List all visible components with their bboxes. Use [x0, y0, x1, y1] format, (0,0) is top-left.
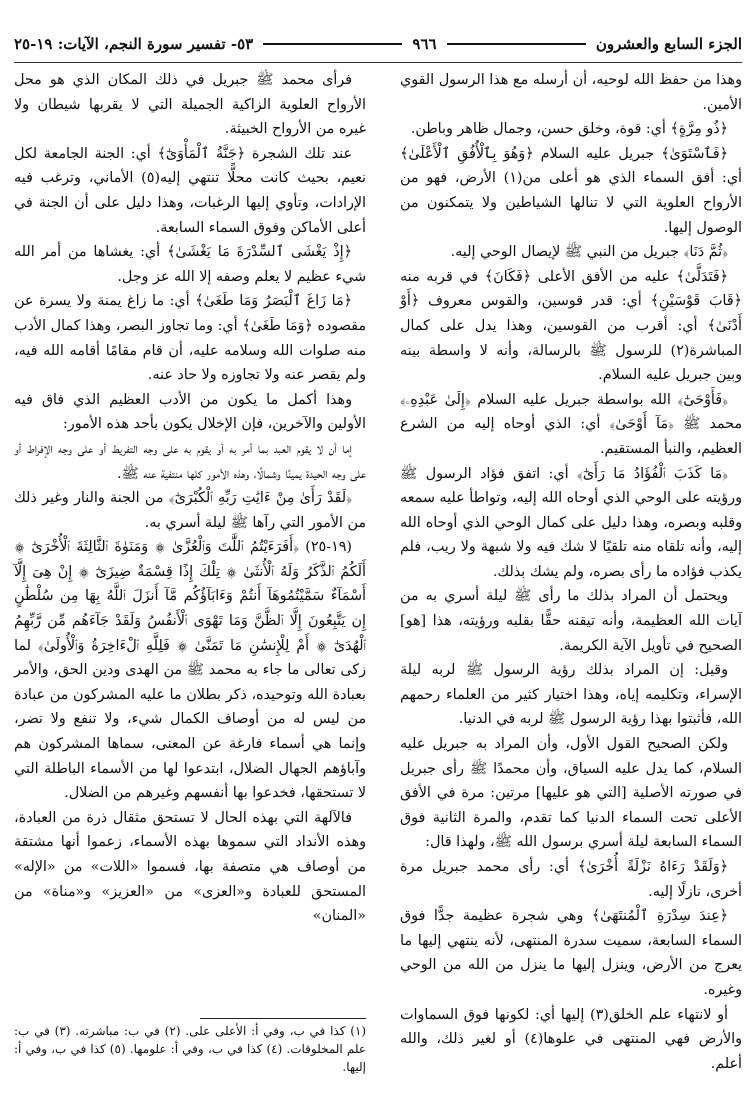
part-title: الجزء السابع والعشرون [595, 35, 742, 53]
header-rule-right [447, 43, 586, 45]
paragraph: ﴿لَقَدْ رَأَىٰ مِنْ ءَايَٰتِ رَبِّهِ ٱلْكُبْرَىٰٓ﴾ من الجنة والنار وغير ذلك من الأمور التي رآها ﷺ ليلة أسري به. [14, 490, 366, 531]
paragraph: أو لانتهاء علم الخلق(٣) إليها أي: لكونها فوق السماوات والأرض فهي المنتهى في علوها(٤) أو لغير ذلك، والله أعلم. [400, 1006, 743, 1072]
running-header [14, 30, 742, 58]
paragraph: ويحتمل أن المراد بذلك ما رأى ﷺ ليلة أسري به من آيات الله العظيمة، وأنه تيقنه حقًّا بقلبه ورؤيته، هذا [هو] الصحيح في تأويل الآية الكريمة. [400, 588, 742, 654]
paragraph: ﴿ثُمَّ دَنَا﴾ جبريل من النبي ﷺ لإيصال الوحي إليه. [450, 244, 728, 261]
paragraph: ﴿ذُو مِرَّةٍ﴾ أي: قوة، وخلق حسن، وجمال ظاهر وباطن. [410, 121, 728, 138]
paragraph: ولكن الصحيح القول الأول، وأن المراد به جبريل عليه السلام، كما يدل عليه السياق، وأن محمدًا ﷺ رأى جبريل في صورته الأصلية [التي هو عليها] مرتين: مرة في الأفق الأعلى تحت السماء الدنيا كما تقدم، والمرة الثانية فوق السماء السابعة ليلة أسري برسول الله ﷺ، ولهذا قال: [400, 736, 742, 851]
right-column [400, 68, 742, 1076]
paragraph: ﴿إِذْ يَغْشَى ٱلسِّدْرَةَ مَا يَغْشَىٰ﴾ أي: يغشاها من أمر الله شيء عظيم لا يعلم وصفه إلا الله عز وجل. [14, 244, 366, 285]
page-number: ٩٦٦ [412, 35, 437, 53]
header-divider [14, 62, 742, 63]
footnote-divider [200, 1018, 366, 1019]
footnotes: (١) كذا في ب، وفي أ: الأعلى على. (٢) في ب: مباشرته. (٣) في ب: علم المخلوقات. (٤) كذا في ب، وفي أ: علومها. (٥) كذا في ب، وفي أ: إليها. [14, 1024, 367, 1074]
paragraph: ﴿فَتَدَلَّىٰ﴾ عليه من الأفق الأعلى ﴿فَكَانَ﴾ في قربه منه ﴿قَابَ قَوْسَيْنِ﴾ أي: قدر قوسين، والقوس معروف ﴿أَوْ أَدْنَىٰ﴾ أي: أقرب من القوسين، وهذا يدل على كمال المباشرة(٢) للرسول ﷺ بالرسالة، وأنه لا واسطة بينه وبين جبريل عليه السلام. [400, 268, 742, 384]
paragraph: وهذا أكمل ما يكون من الأدب العظيم الذي فاق فيه الأولين والآخرين، فإن الإخلال يكون بأحد هذه الأمور: [14, 391, 366, 433]
paragraph: ﴿فَأَوْحَىٰٓ﴾ الله بواسطة جبريل عليه السلام ﴿إِلَىٰ عَبْدِهِۦ﴾ محمد ﷺ ﴿مَآ أَوْحَىٰ﴾ أي: الذي أوحاه إليه من الشرع العظيم، والنبأ المستقيم. [400, 391, 742, 457]
header-rule-left [263, 43, 402, 45]
paragraph: فرأى محمد ﷺ جبريل في ذلك المكان الذي هو محل الأرواح العلوية الزاكية الجميلة التي لا يقربها شيطان ولا غيره من الأرواح الخبيثة. [14, 72, 366, 138]
paragraph: ﴿مَا كَذَبَ ٱلْفُؤَادُ مَا رَأَىٰٓ﴾ أي: اتفق فؤاد الرسول ﷺ ورؤيته على الوحي الذي أوحاه الله إليه، وتواطأ عليه سمعه وقلبه وبصره، وهذا دليل على كمال الوحي الذي أوحاه الله إليه، وأنه تلقاه منه تلقيًا لا شك فيه ولا شبهة ولا ريب، فلم يكذب فؤاده ما رأى بصره، ولم يشك بذلك. [400, 465, 742, 580]
paragraph: ﴿عِندَ سِدْرَةِ ٱلْمُنتَهَىٰ﴾ وهي شجرة عظيمة جدًّا فوق السماء السابعة، سميت سدرة المنتهى، لأنه ينتهي إليها ما يعرج من الأرض، وينزل إليها ما ينزل من الله من الوحي وغيره. [400, 908, 742, 998]
paragraph: فالآلهة التي بهذه الحال لا تستحق مثقال ذرة من العبادة، وهذه الأنداد التي سموها بهذه الأسماء، زعموا أنها مشتقة من أوصاف هي متصفة بها، فسموا «اللات» من «الإله» المستحق للعبادة و«العزى» من «العزيز» و«مناة» من «المنان» [14, 809, 366, 925]
paragraph: وقيل: إن المراد بذلك رؤية الرسول ﷺ لربه ليلة الإسراء، وتكليمه إياه، وهذا اختيار كثير من العلماء رحمهم الله، فأثبتوا بهذا رؤية الرسول ﷺ لربه في الدنيا. [400, 662, 742, 728]
paragraph: ﴿وَلَقَدْ رَءَاهُ نَزْلَةً أُخْرَىٰ﴾ أي: رأى محمد جبريل مرة أخرى، نازلًا إليه. [400, 859, 742, 900]
left-column [14, 68, 366, 929]
paragraph: إما أن لا يقوم العبد بما أمر به أو يقوم به على وجه التفريط أو على وجه الإفراط أو على وجه الحيدة يمينًا وشمالًا، وهذه الأمور كلها منتفية عنه ﷺ. [14, 440, 366, 482]
paragraph: عند تلك الشجرة ﴿جَنَّةُ ٱلْمَأْوَىٰٓ﴾ أي: الجنة الجامعة لكل نعيم، بحيث كانت محلًّا تنتهي إليه(٥) الأماني، وترغب فيه الإرادات، وتأوي إليها الرغبات، وهذا دليل على أن الجنة في أعلى الأماكن وفوق السماء السابعة. [14, 145, 366, 236]
paragraph: وهذا من حفظ الله لوحيه، أن أرسله مع هذا الرسول القوي الأمين. [400, 72, 742, 113]
paragraph: ﴿مَا زَاغَ ٱلْبَصَرُ وَمَا طَغَىٰ﴾ أي: ما زاغ يمنة ولا يسرة عن مقصوده ﴿وَمَا طَغَىٰ﴾ أي: وما تجاوز البصر، وهذا كمال الأدب منه صلوات الله وسلامه عليه، أن قام مقامًا أقامه الله فيه، ولم يقصر عنه ولا تجاوزه ولا حاد عنه. [14, 293, 366, 384]
paragraph: ﴿فَٱسْتَوَىٰ﴾ جبريل عليه السلام ﴿وَهُوَ بِٱلْأُفُقِ ٱلْأَعْلَىٰ﴾ أي: أفق السماء الذي هو أعلى من(١) الأرض، فهو من الأرواح العلوية التي لا تنالها الشياطين ولا يتمكنون من الوصول إليها. [400, 145, 743, 236]
paragraph: (١٩-٢٥) ﴿أَفَرَءَيْتُمُ ٱللَّٰتَ وَٱلْعُزَّىٰ ۞ وَمَنَوٰةَ ٱلثَّالِثَةَ ٱلْأُخْرَىٰٓ ۞ أَلَكُمُ ٱلذَّكَرُ وَلَهُ ٱلْأُنثَىٰ ۞ تِلْكَ إِذًا قِسْمَةٌ ضِيزَىٰٓ ۞ إِنْ هِىَ إِلَّآ أَسْمَآءٌ سَمَّيْتُمُوهَآ أَنتُمْ وَءَابَآؤُكُم مَّآ أَنزَلَ ٱللَّهُ بِهَا مِن سُلْطَٰنٍ إِن يَتَّبِعُونَ إِلَّا ٱلظَّنَّ وَمَا تَهْوَى ٱلْأَنفُسُ وَلَقَدْ جَآءَهُم مِّن رَّبِّهِمُ ٱلْهُدَىٰٓ ۞ أَمْ لِلْإِنسَٰنِ مَا تَمَنَّىٰ ۞ فَلِلَّهِ ٱلْءَاخِرَةُ وَٱلْأُولَىٰ﴾ لما زكى تعالى ما جاء به محمد ﷺ من الهدى ودين الحق، والأمر بعبادة الله وتوحيده، ذكر بطلان ما عليه المشركون من عبادة من ليس له من أوصاف الكمال شيء، ولا تنفع ولا تضر، وإنما هي أسماء فارغة عن المعنى، سماها المشركون هم وآباؤهم الجهال الضلال، ابتدعوا لها من الأسماء الباطلة التي لا تستحقها، فخدعوا بها أنفسهم وغيرهم من الضلال. [14, 539, 366, 802]
surah-title: ٥٣- تفسير سورة النجم، الآيات: ١٩-٢٥ [13, 35, 254, 53]
